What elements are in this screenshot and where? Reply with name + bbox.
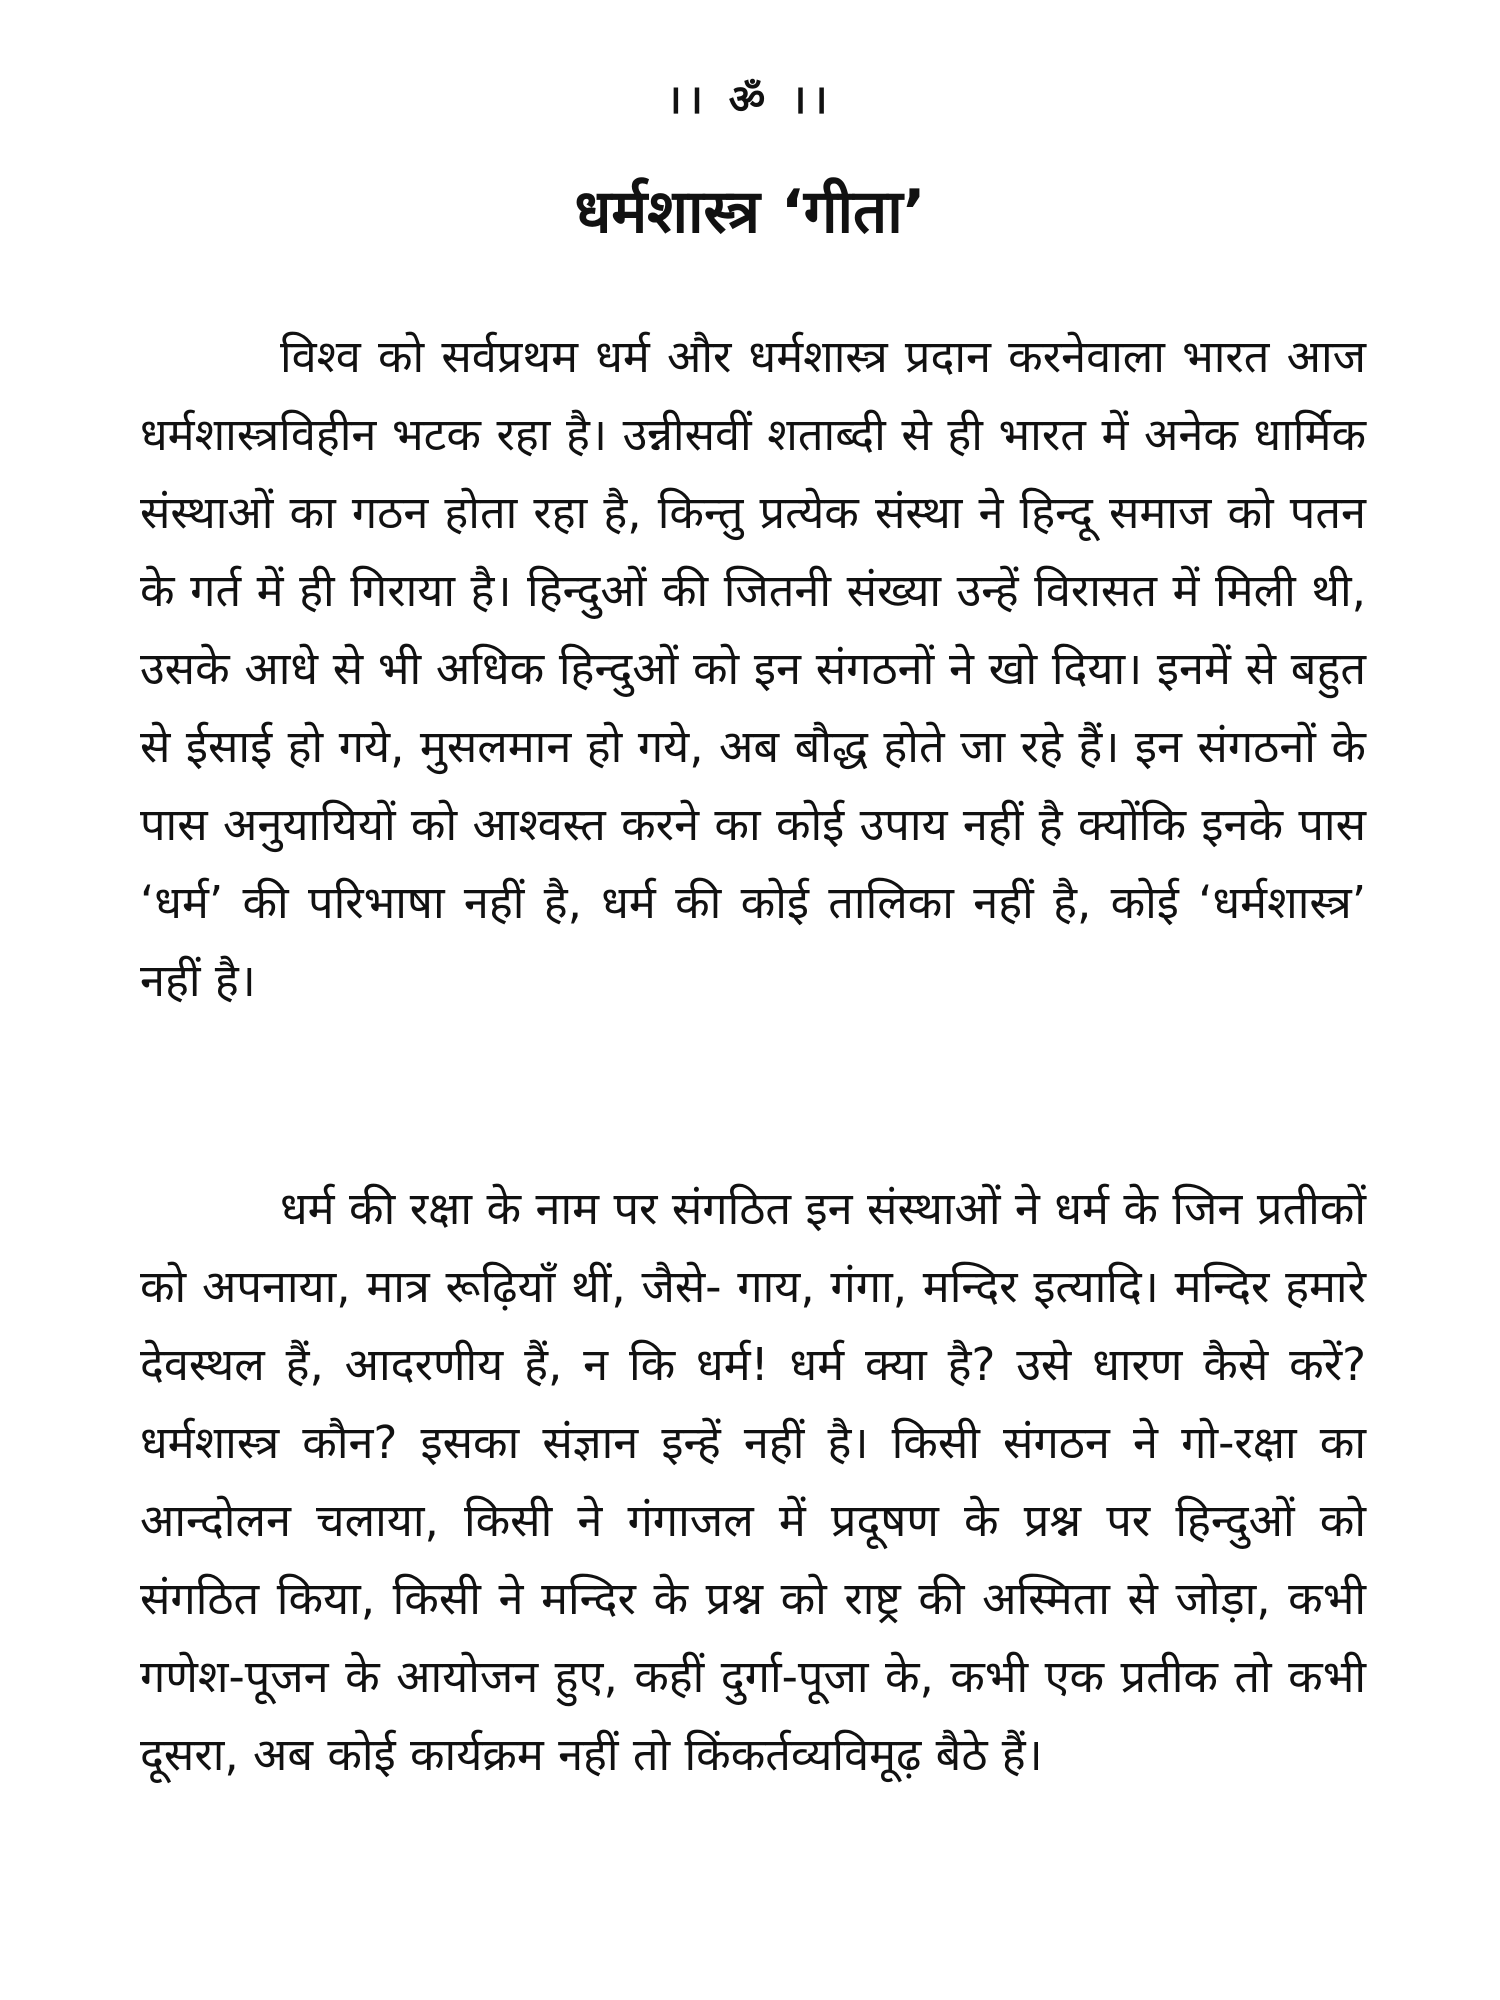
paragraph-1: विश्व को सर्वप्रथम धर्म और धर्मशास्त्र प्रदान करनेवाला भारत आज धर्मशास्त्रविहीन भटक रहा है। उन्नीसवीं शताब्दी से ही भारत में अनेक धार्मिक संस्थाओं का गठन होता रहा है, किन्तु प्रत्येक संस्था ने हिन्दू समाज को पतन के गर्त में ही गिराया है। हिन्दुओं की जितनी संख्या उन्हें विरासत में मिली थी, उसके आधे से भी अधिक हिन्दुओं को इन संगठनों ने खो दिया। इनमें से बहुत से ईसाई हो गये, मुसलमान हो गये, अब बौद्ध होते जा रहे हैं। इन संगठनों के पास अनुयायियों को आश्वस्त करने का कोई उपाय नहीं है क्योंकि इनके पास ‘धर्म’ की परिभाषा नहीं है, धर्म की कोई तालिका नहीं है, कोई ‘धर्मशास्त्र’ नहीं है। (140, 330, 1366, 1007)
om-invocation: ।। ॐ ।। (666, 77, 834, 123)
page-title: धर्मशास्त्र ‘गीता’ (574, 177, 926, 247)
paragraph-2: धर्म की रक्षा के नाम पर संगठित इन संस्थाओं ने धर्म के जिन प्रतीकों को अपनाया, मात्र रूढ़ियाँ थीं, जैसे- गाय, गंगा, मन्दिर इत्यादि। मन्दिर हमारे देवस्थल हैं, आदरणीय हैं, न कि धर्म! धर्म क्या है? उसे धारण कैसे करें? धर्मशास्त्र कौन? इसका संज्ञान इन्हें नहीं है। किसी संगठन ने गो-रक्षा का आन्दोलन चलाया, किसी ने गंगाजल में प्रदूषण के प्रश्न पर हिन्दुओं को संगठित किया, किसी ने मन्दिर के प्रश्न को राष्ट्र की अस्मिता से जोड़ा, कभी गणेश-पूजन के आयोजन हुए, कहीं दुर्गा-पूजा के, कभी एक प्रतीक तो कभी दूसरा, अब कोई कार्यक्रम नहीं तो किंकर्तव्यविमूढ़ बैठे हैं। (140, 1182, 1366, 1781)
